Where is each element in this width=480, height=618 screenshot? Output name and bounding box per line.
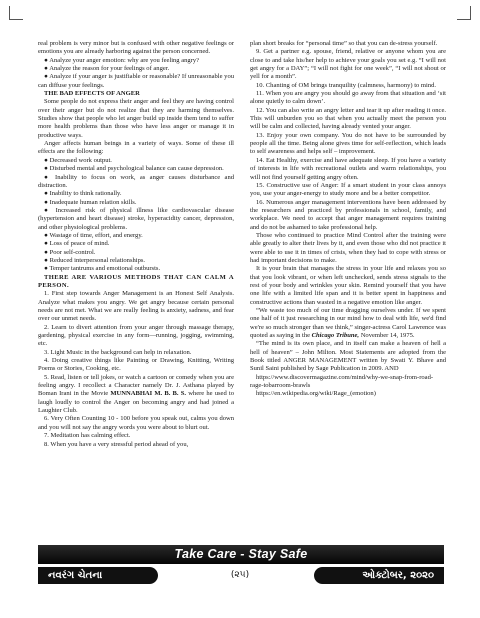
paragraph: 13. Enjoy your own company. You do not have to be surrounded by people all the time. Being alone gives time for self-reflection, which leads to self awareness and helps self – improvement. [250, 131, 446, 156]
paragraph-text: November 14, 1975. [359, 332, 415, 340]
bullet-item: ● Disturbed mental and psychological balance can cause depression. [44, 165, 224, 173]
bullet-item: ● Loss of peace of mind. [44, 240, 110, 248]
magazine-name: નવરંગ ચેતના [38, 567, 158, 584]
bullet-item: ● Wastage of time, effort, and energy. [44, 231, 143, 239]
quote-paragraph [250, 307, 446, 340]
paragraph: 1. First step towards Anger Management is an Honest Self Analysis. Analyze what makes you angry. We get angry because certain personal needs are not met. What we are really feeling is anxiety, sadness, and fear over our unmet needs. [38, 290, 234, 323]
paragraph: plan short breaks for “personal time” so that you can de-stress yourself. [250, 40, 438, 47]
paragraph: It is your brain that manages the stress in your life and relaxes you so that you look vibrant, or when left unchecked, sends stress signals to the rest of your body and wrinkles your skin. Remind yourself that you have one life with a limited life span and it is better spent in happiness and constructive actions than wasted in a negative emotion like anger. [250, 265, 446, 306]
bullet-item: ● Inability to think rationally. [44, 190, 122, 198]
paragraph-text: 5. Read, listen or tell jokes, or watch a cartoon or comedy when you are feeling angry. I recollect a Character namely Dr. J. Asthana played by Boman Irani in the Movie [38, 373, 234, 398]
paragraph: 9. Get a partner e.g. spouse, friend, relative or anyone whom you are close to and take his/her help to achieve your goals you set e.g. “I will not get angry for a DAY”; “I will not fight for one week”, “I will not shout or yell for a month”. [250, 48, 446, 81]
bullet-item: ● Inadequate human relation skills. [44, 198, 137, 206]
paragraph: Anger affects human beings in a variety of ways. Some of these ill effects are the following: [38, 140, 234, 156]
slogan-banner: Take Care - Stay Safe [38, 545, 444, 564]
paragraph: 14. Eat Healthy, exercise and have adequate sleep. If you have a variety of interests in life with recreational outlets and warm relationships, you will not find yourself getting angry often. [250, 156, 446, 181]
issue-date: ઓક્ટોબર, ૨૦૨૦ [314, 567, 444, 584]
page-number: (૨૫) [230, 570, 250, 580]
paragraph-text: “We waste too much of our time dragging ourselves under. If we spent one half of it just researching in our mind how to deal with life, we'd find we're so much stronger than we think,” singer-actress Carol Lawrence was quoted as saying in the [250, 307, 446, 340]
section-heading: THERE ARE VARIOUS METHODS THAT CAN CALM A PERSON. [38, 273, 234, 289]
paragraph: 15. Constructive use of Anger: If a smart student in your class annoys you, use your anger-energy to study more and be a better competitor. [250, 181, 446, 198]
bullet-item: ● Increased risk of physical illness like cardiovascular disease (hypertension and heart disease) stroke, hyperacidity cancer, depression, and other physiological problems. [38, 206, 234, 231]
paragraph: 16. Numerous anger management interventions have been addressed by the researchers and practiced by professionals in school, family, and workplace. We need to accept that anger management requires training and do not be ashamed to take professional help. [250, 198, 446, 231]
paragraph: 10. Chanting of OM brings tranquility (calmness, harmony) to mind. [256, 81, 437, 89]
crop-mark-top-right [457, 6, 471, 20]
page-footer [38, 567, 444, 584]
reference-link[interactable]: https://www.discovermagazine.com/mind/why-we-snap-from-road-rage-tobarroom-brawls [250, 373, 434, 390]
right-column [250, 40, 446, 542]
bullet-item: ● Analyze your anger emotion: why are you feeling angry? [44, 56, 200, 64]
paragraph: Those who continued to practice Mind Control after the training were able greatly to alter their lives by it, and even those who did not practice it were able to use it in times of crisis, when they had to cope with stress or had important decisions to make. [250, 231, 446, 264]
paragraph: 12. You can also write an angry letter and tear it up after reading it once. This will unburden you so that when you actually meet the person you will be calm and collected, having already vented your anger. [250, 106, 446, 131]
paragraph: 11. When you are angry you should go away from that situation and ‘sit alone quietly to calm down’. [250, 90, 446, 106]
paragraph: real problem is very minor but is confused with other negative feelings or emotions you are already harboring against the person concerned. [38, 40, 234, 56]
paragraph: 8. When you have a very stressful period ahead of you, [44, 440, 189, 448]
paragraph: Some people do not express their anger and feel they are having control over their anger but do not realize that they are harming themselves. Studies show that people who let anger build up inside them tend to suffer more health problems than those who have less anger or manage it in productive ways. [38, 98, 234, 139]
paragraph [38, 374, 234, 416]
bullet-item: ● Analyze if your anger is justifiable or reasonable? If unreasonable you can diffuse your feelings. [38, 73, 234, 89]
paragraph-text: where he used to laugh loudly to control the Anger on becoming angry and had joined a Laughter Club. [38, 390, 234, 415]
left-column [38, 40, 234, 542]
movie-title: MUNNABHAI M. B. B. S. [110, 390, 187, 398]
bullet-item: ● Analyze the reason for your feelings of anger. [44, 65, 170, 73]
reference-link[interactable]: https://en.wikipedia.org/wiki/Rage_(emotion) [256, 390, 376, 398]
quote-paragraph: “The mind is its own place, and in itself can make a heaven of hell a hell of heaven” – John Milton. Most Statements are adopted from the Book titled ANGER MANAGEMENT written by Swati Y. Bhave and Sunil Saini published by Sage Publication in 2009. AND [250, 340, 446, 373]
section-heading: THE BAD EFFECTS OF ANGER [44, 90, 140, 98]
bullet-item: ● Temper tantrums and emotional outbursts. [44, 265, 161, 273]
bullet-item: ● Reduced interpersonal relationships. [44, 256, 146, 264]
bullet-item: ● Decreased work output. [44, 156, 112, 164]
bullet-item: ● Poor self-control. [44, 248, 96, 256]
paragraph: 4. Doing creative things like Painting or Drawing, Knitting, Writing Poems or Stories, Cooking, etc. [38, 357, 234, 373]
paragraph: 3. Light Music in the background can help in relaxation. [44, 348, 192, 356]
paragraph: 6. Very Often Counting 10 - 100 before you speak out, calms you down and you will not say the angry words you were about to blurt out. [38, 415, 234, 431]
paragraph: 2. Learn to divert attention from your anger through massage therapy, gardening, physical exercise in any form—running, jogging, swimming, etc. [38, 323, 234, 348]
bullet-item: ● Inability to focus on work, as anger causes disturbance and distraction. [38, 173, 234, 189]
paragraph: 7. Meditation has calming effect. [44, 432, 131, 440]
crop-mark-top-left [9, 6, 23, 20]
source-reference: Chicago Tribune, [311, 332, 360, 340]
article-body [38, 40, 444, 542]
